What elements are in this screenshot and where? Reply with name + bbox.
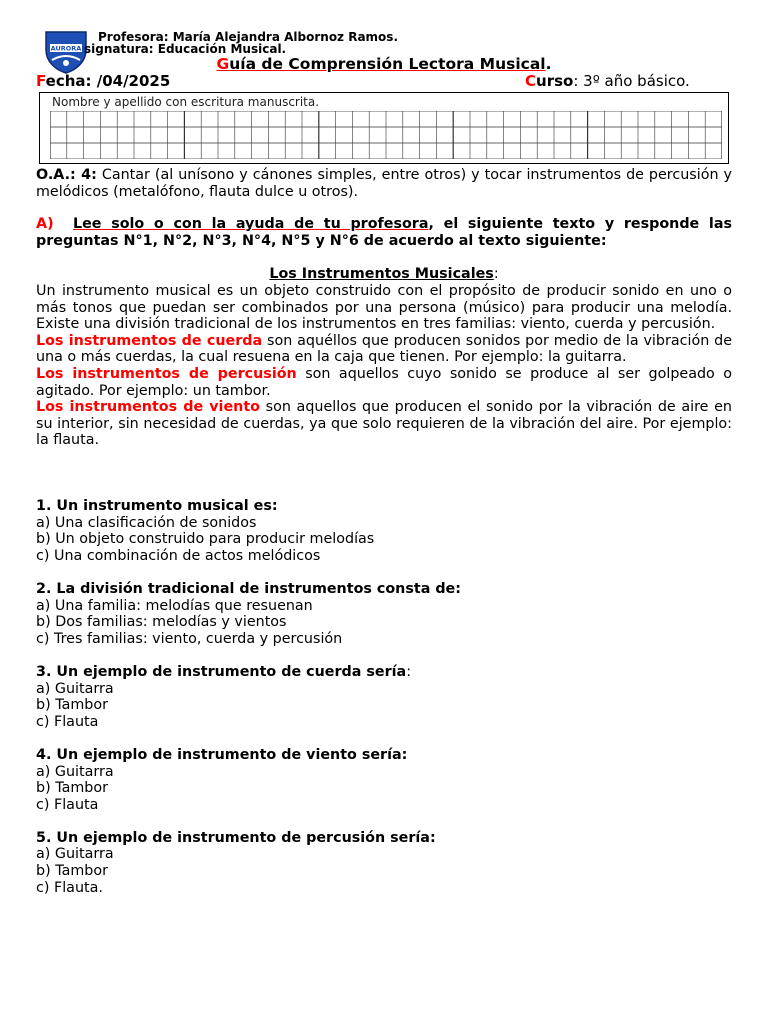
option: b) Dos familias: melodías y vientos [36,614,287,631]
reading-title: Los Instrumentos Musicales: [269,266,499,282]
reading-text [36,283,732,449]
option: b) Un objeto construido para producir melodías [36,531,375,548]
question-1 [36,498,732,564]
reading-viento: Los instrumentos de viento son aquellos que producen el sonido por la vibración de aire en su interior, sin necesidad de cuerdas, ya que solo requieren de la vibración del aire. Por ejemplo: la flauta. [36,399,732,449]
option: a) Una clasificación de sonidos [36,514,257,531]
option: a) Guitarra [36,763,114,780]
question-text: 4. Un ejemplo de instrumento de viento sería: [36,746,408,763]
option: c) Flauta. [36,879,103,896]
option: c) Una combinación de actos melódicos [36,547,321,564]
date-field: Fecha: /04/2025 [36,72,171,90]
name-writing-box [39,92,729,164]
option: a) Guitarra [36,680,114,697]
question-text: 5. Un ejemplo de instrumento de percusión sería: [36,829,436,846]
teacher-name: Profesora: María Alejandra Albornoz Ramos. [98,30,399,44]
learning-objective: O.A.: 4: Cantar (al unísono y cánones simples, entre otros) y tocar instrumentos de percusión y melódicos (metalófono, flauta dulce u otros). [36,167,732,200]
question-5 [36,830,732,896]
question-4 [36,747,732,813]
subject-name: signatura: Educación Musical. [84,42,287,56]
question-text: 3. Un ejemplo de instrumento de cuerda sería: [36,663,412,680]
option: c) Tres familias: viento, cuerda y percusión [36,630,343,647]
page-title: Guía de Comprensión Lectora Musical. [216,55,552,73]
option: a) Guitarra [36,846,114,863]
reading-cuerda: Los instrumentos de cuerda son aquéllos que producen sonidos por medio de la vibración de una o más cuerdas, la cual resuena en la caja que tienen. Por ejemplo: la guitarra. [36,332,733,366]
option: b) Tambor [36,697,108,714]
name-box-label: Nombre y apellido con escritura manuscrita. [52,95,320,109]
question-text: 1. Un instrumento musical es: [36,498,278,514]
question-text: 2. La división tradicional de instrumentos consta de: [36,580,461,597]
handwriting-grid [50,111,722,159]
option: b) Tambor [36,863,108,880]
questions [36,498,732,896]
logo-text: AURORA [50,44,82,53]
option: c) Flauta [36,713,99,730]
instruction: A) Lee solo o con la ayuda de tu profesora, el siguiente texto y responde las preguntas N°1, N°2, N°3, N°4, N°5 y N°6 de acuerdo al texto siguiente: [36,216,732,249]
question-2 [36,581,732,647]
question-3 [36,664,732,730]
reading-percusion: Los instrumentos de percusión son aquellos cuyo sonido se produce al ser golpeado o agitado. Por ejemplo: un tambor. [36,365,732,399]
option: a) Una familia: melodías que resuenan [36,597,313,614]
reading-intro: Un instrumento musical es un objeto construido con el propósito de producir sonido en uno o más tonos que puedan ser combinados por una persona (músico) para producir una melodía. Existe una división tradicional de los instrumentos en tres familias: viento, cuerda y percusión. [36,283,732,333]
option: c) Flauta [36,796,99,813]
course-field: Curso: 3º año básico. [525,72,690,90]
option: b) Tambor [36,780,108,797]
